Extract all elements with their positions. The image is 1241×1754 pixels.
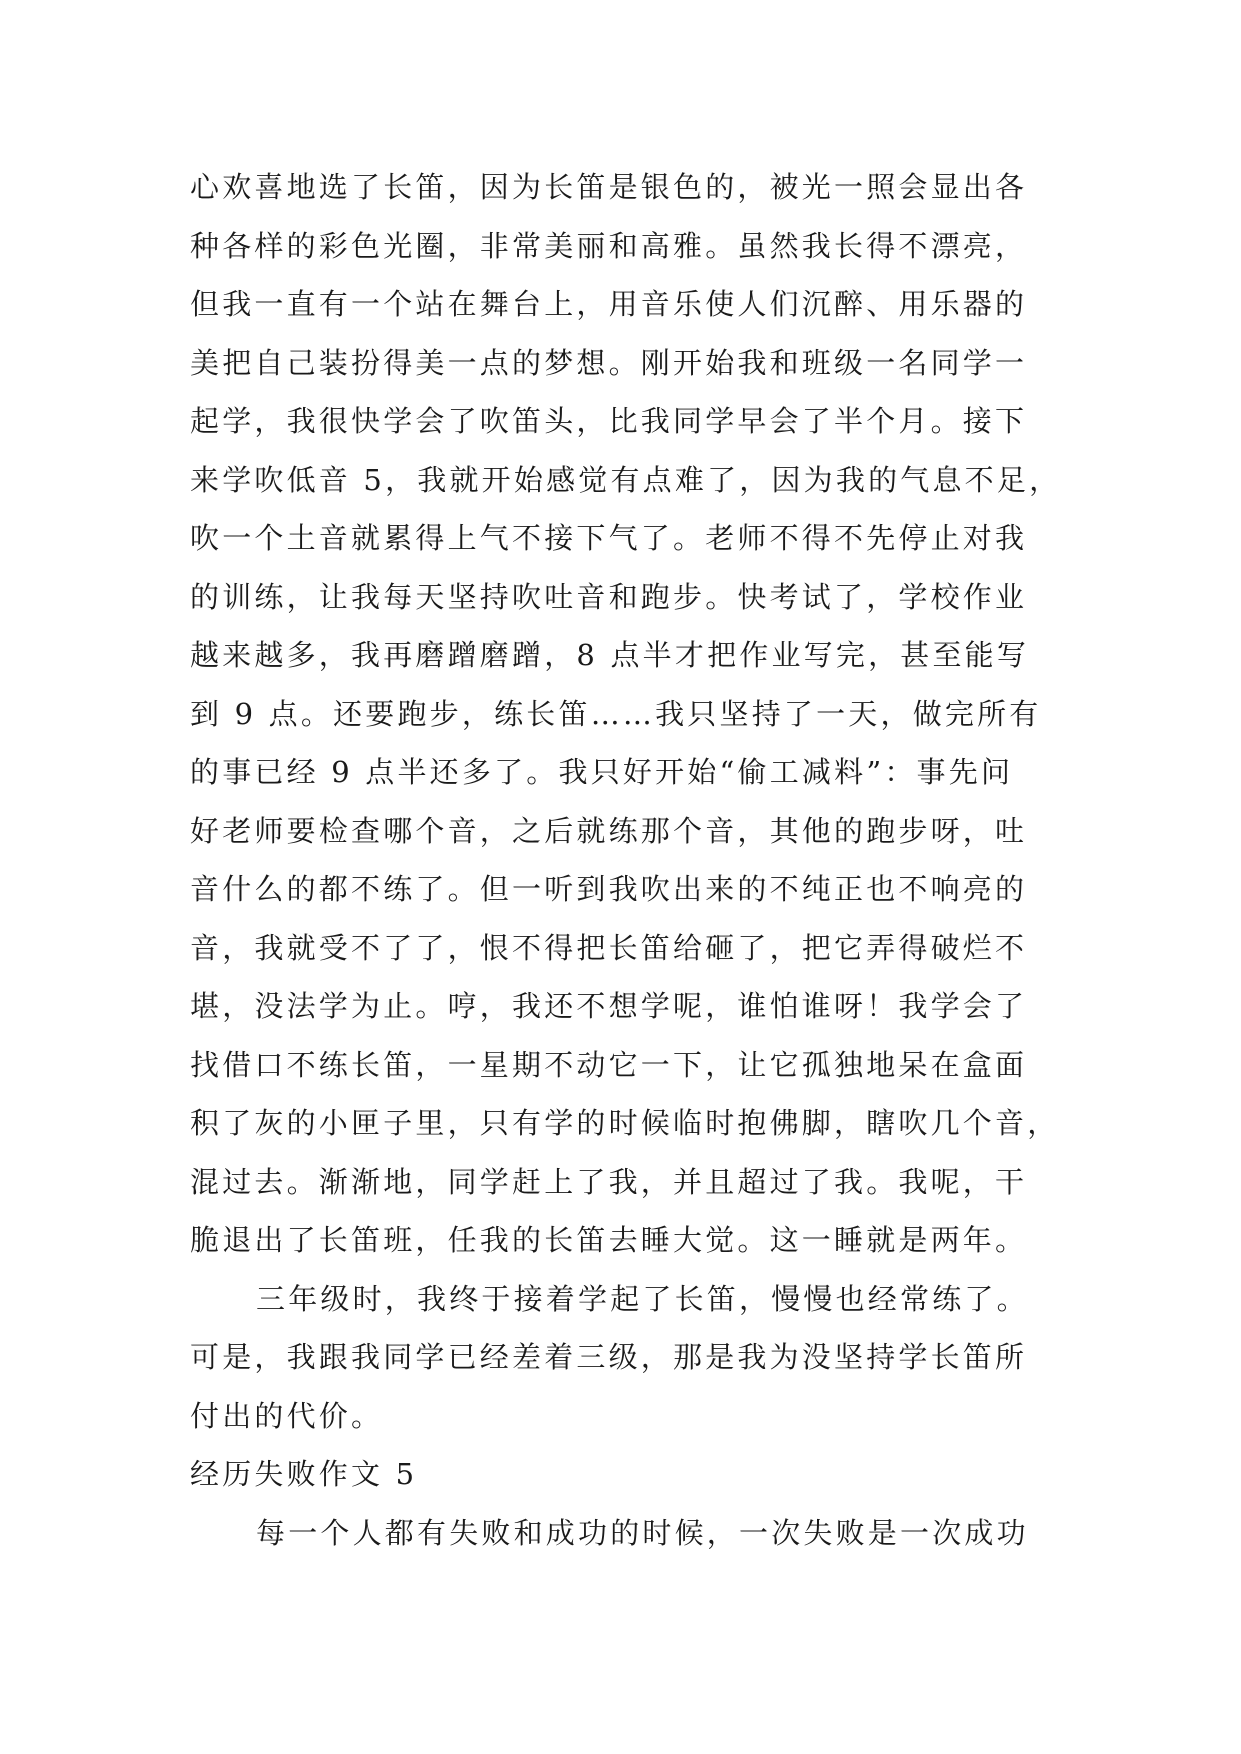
- body-line: 来学吹低音 5，我就开始感觉有点难了，因为我的气息不足，: [190, 462, 1062, 497]
- body-line: 起学，我很快学会了吹笛头，比我同学早会了半个月。接下: [190, 404, 1028, 438]
- body-line: 音，我就受不了了，恨不得把长笛给砸了，把它弄得破烂不: [190, 930, 1028, 965]
- body-line: 付出的代价。: [190, 1398, 384, 1433]
- body-line: 到 9 点。还要跑步，练长笛……我只坚持了一天，做完所有: [190, 696, 1042, 731]
- paragraph-first-line: 三年级时，我终于接着学起了长笛，慢慢也经常练了。: [256, 1281, 1029, 1316]
- body-line: 心欢喜地选了长笛，因为长笛是银色的，被光一照会显出各: [190, 170, 1028, 204]
- paragraph-first-line: 每一个人都有失败和成功的时候，一次失败是一次成功: [256, 1515, 1029, 1550]
- body-line: 堪，没法学为止。哼，我还不想学呢，谁怕谁呀！我学会了: [190, 989, 1028, 1023]
- body-line: 混过去。渐渐地，同学赶上了我，并且超过了我。我呢，干: [190, 1164, 1028, 1199]
- body-line: 越来越多，我再磨蹭磨蹭，8 点半才把作业写完，甚至能写: [190, 638, 1030, 672]
- body-line: 吹一个土音就累得上气不接下气了。老师不得不先停止对我: [190, 521, 1028, 555]
- body-line: 但我一直有一个站在舞台上，用音乐使人们沉醉、用乐器的: [190, 287, 1028, 321]
- body-line: 的训练，让我每天坚持吹吐音和跑步。快考试了，学校作业: [190, 579, 1028, 614]
- body-line: 脆退出了长笛班，任我的长笛去睡大觉。这一睡就是两年。: [190, 1223, 1028, 1257]
- body-line: 美把自己装扮得美一点的梦想。刚开始我和班级一名同学一: [190, 345, 1028, 380]
- body-line: 好老师要检查哪个音，之后就练那个音，其他的跑步呀，吐: [190, 813, 1028, 848]
- body-line: 可是，我跟我同学已经差着三级，那是我为没坚持学长笛所: [190, 1340, 1028, 1374]
- document-body: [190, 158, 1070, 1562]
- body-line: 的事已经 9 点半还多了。我只好开始“偷工减料”：事先问: [190, 755, 1014, 789]
- body-line: 种各样的彩色光圈，非常美丽和高雅。虽然我长得不漂亮，: [190, 228, 1028, 263]
- body-line: 找借口不练长笛，一星期不动它一下，让它孤独地呆在盒面: [190, 1047, 1028, 1082]
- section-heading: 经历失败作文 5: [190, 1457, 418, 1491]
- body-line: 音什么的都不练了。但一听到我吹出来的不纯正也不响亮的: [190, 872, 1028, 906]
- body-line: 积了灰的小匣子里，只有学的时候临时抱佛脚，瞎吹几个音，: [190, 1106, 1060, 1140]
